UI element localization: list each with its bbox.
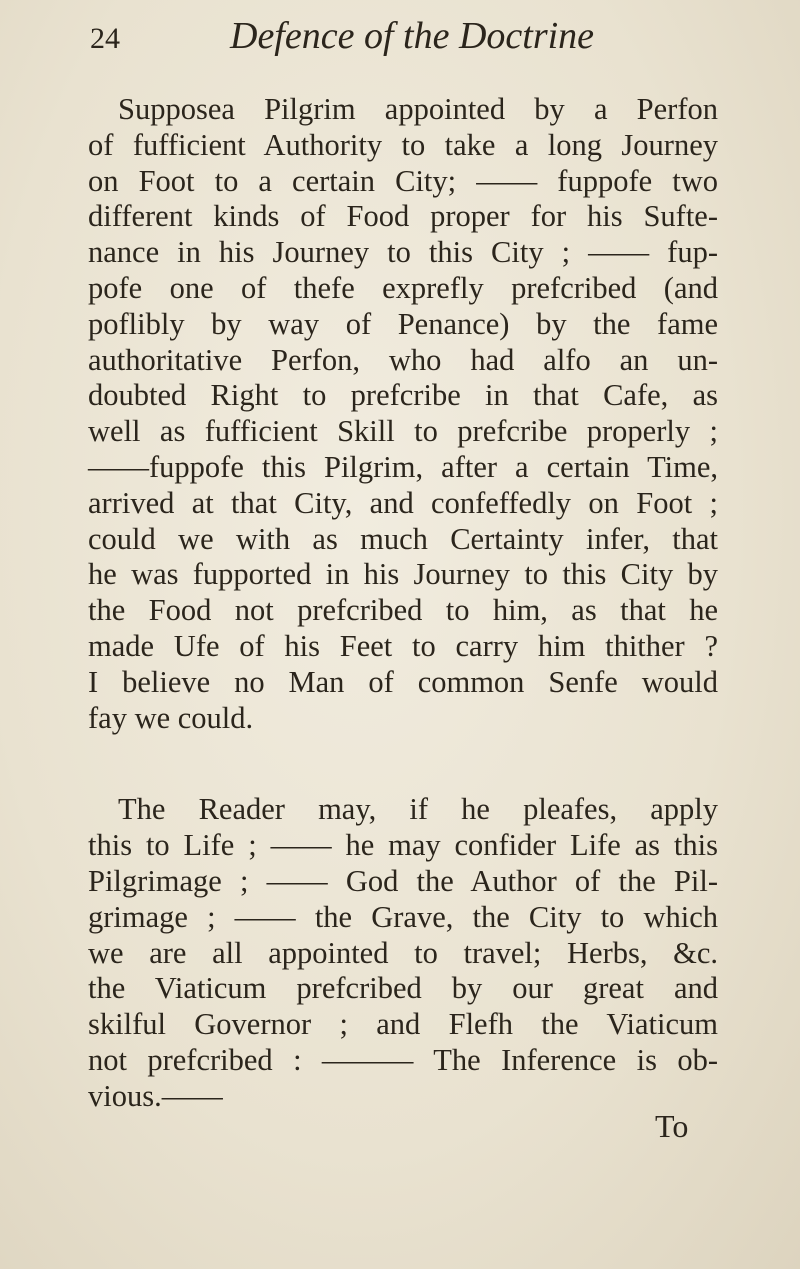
text-line: Pilgrimage ; —— God the Author of the Pil- <box>88 863 718 898</box>
text-line: grimage ; —— the Grave, the City to which <box>88 899 718 934</box>
running-title: Defence of the Doctrine <box>230 15 595 57</box>
text-line: could we with as much Certainty infer, that <box>88 521 718 556</box>
text-line: doubted Right to prefcribe in that Cafe, as <box>88 378 718 413</box>
text-line: the Viaticum prefcribed by our great and <box>88 971 718 1006</box>
text-line: we are all appointed to travel; Herbs, &c. <box>88 935 718 970</box>
text-line: authoritative Perfon, who had alfo an un- <box>88 342 718 377</box>
text-line: nance in his Journey to this City ; —— fup- <box>88 235 718 270</box>
text-line: The Reader may, if he pleafes, apply <box>118 792 718 827</box>
text-line: different kinds of Food proper for his Sufte- <box>88 199 718 234</box>
text-line: this to Life ; —— he may confider Life as this <box>88 828 718 863</box>
text-line: of fufficient Authority to take a long Journey <box>88 127 718 162</box>
text-line: poflibly by way of Penance) by the fame <box>88 306 718 341</box>
text-line: pofe one of thefe exprefly prefcribed (and <box>88 270 718 305</box>
page-number: 24 <box>90 22 120 55</box>
text-line: well as fufficient Skill to prefcribe properly ; <box>88 414 718 449</box>
text-line: Supposea Pilgrim appointed by a Perfon <box>118 92 718 126</box>
text-line: skilful Governor ; and Flefh the Viaticum <box>88 1007 718 1042</box>
text-line: I believe no Man of common Senfe would <box>88 664 718 699</box>
body-text <box>88 92 718 1115</box>
text-line: vious.—— <box>88 1078 223 1113</box>
text-line: on Foot to a certain City; —— fuppofe two <box>88 163 718 198</box>
paragraph-gap <box>88 736 718 792</box>
text-line: made Ufe of his Feet to carry him thither ? <box>88 628 718 663</box>
page-header <box>90 14 730 64</box>
text-line: arrived at that City, and confeffedly on Foot ; <box>88 485 718 520</box>
paragraph-2 <box>88 792 718 1114</box>
text-line: ——fuppofe this Pilgrim, after a certain Time, <box>88 449 718 484</box>
text-line: he was fupported in his Journey to this City by <box>88 557 718 592</box>
text-line: the Food not prefcribed to him, as that he <box>88 593 718 628</box>
text-line: not prefcribed : ——— The Inference is ob- <box>88 1042 718 1077</box>
catchword: To <box>655 1108 689 1144</box>
text-line: fay we could. <box>88 700 254 735</box>
paragraph-1 <box>88 92 718 736</box>
